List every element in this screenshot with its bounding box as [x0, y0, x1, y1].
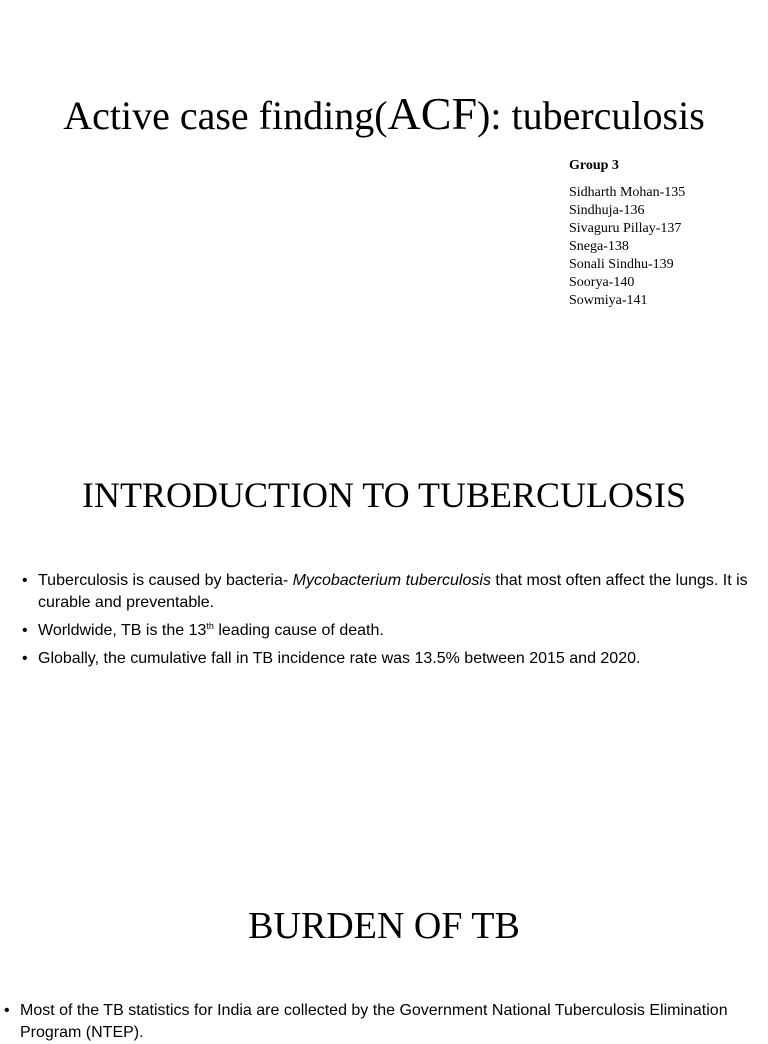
introduction-heading: INTRODUCTION TO TUBERCULOSIS: [81, 475, 687, 515]
group-info: [569, 157, 759, 310]
bullet-marker: •: [22, 650, 28, 667]
bullet-italic-text: Mycobacterium tuberculosis: [292, 572, 491, 589]
bullet-item: [4, 1000, 764, 1044]
member-name: Sowmiya-141: [569, 293, 648, 308]
bullet-text: Tuberculosis is caused by bacteria-: [38, 572, 293, 589]
title-acf-text: ACF: [387, 88, 478, 139]
member-name: Snega-138: [569, 239, 629, 254]
bullet-text: Worldwide, TB is the 13: [38, 622, 207, 639]
introduction-bullet-list: [22, 570, 752, 676]
burden-slide: [0, 830, 768, 1041]
member-name: Sonali Sindhu-139: [569, 257, 674, 272]
member-name: Sidharth Mohan-135: [569, 185, 686, 200]
bullet-text: that most often affect the lungs. It is curable and preventable.: [38, 572, 748, 611]
bullet-text: leading cause of death.: [213, 622, 384, 639]
bullet-marker: •: [22, 572, 28, 589]
group-heading: Group 3: [569, 158, 619, 173]
presentation-title: [0, 86, 768, 144]
bullet-text: Most of the TB statistics for India are collected by the Government National Tuberculosis Elimination Program (NTEP).: [20, 1002, 728, 1041]
member-name: Sindhuja-136: [569, 203, 645, 218]
title-text-part2: ): tuberculosis: [477, 93, 705, 138]
bullet-text: Globally, the cumulative fall in TB incidence rate was 13.5% between 2015 and 2020.: [38, 650, 641, 667]
introduction-slide: [0, 430, 768, 830]
title-slide: [0, 0, 768, 430]
bullet-marker: •: [4, 1002, 10, 1019]
burden-bullet-list: [4, 1000, 764, 1044]
member-name: Soorya-140: [569, 275, 635, 290]
member-name: Sivaguru Pillay-137: [569, 221, 682, 236]
bullet-marker: •: [22, 622, 28, 639]
bullet-item: [22, 620, 752, 642]
ordinal-superscript: th: [206, 621, 214, 631]
burden-heading: BURDEN OF TB: [248, 905, 520, 947]
bullet-item: [22, 648, 752, 670]
title-text-part1: Active case finding(: [63, 93, 388, 138]
bullet-item: [22, 570, 752, 614]
